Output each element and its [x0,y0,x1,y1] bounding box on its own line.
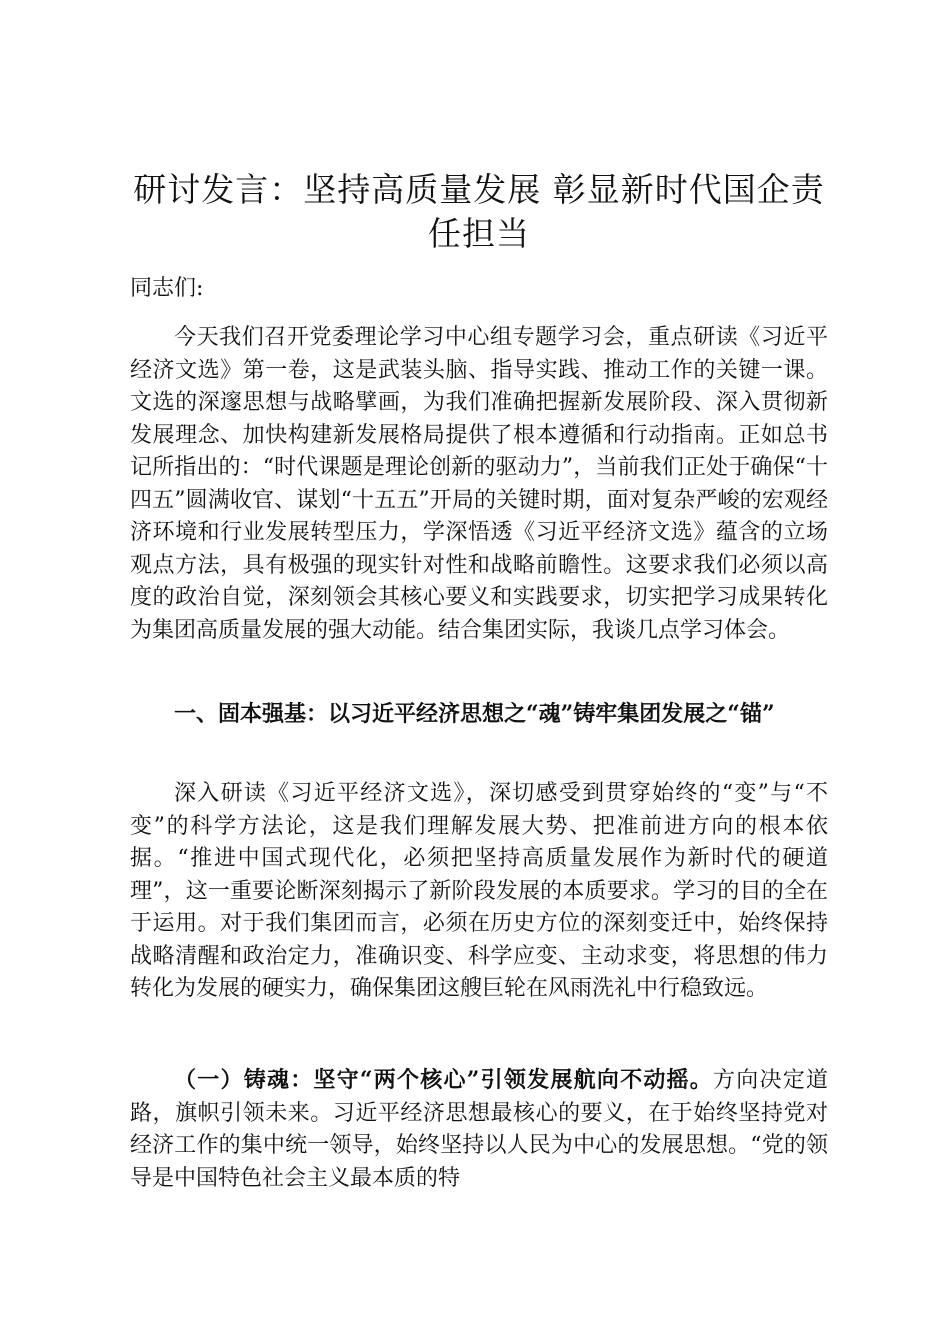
subsection-1-lead: （一）铸魂：坚守“两个核心”引领发展航向不动摇。 [174,1067,714,1093]
intro-paragraph: 今天我们召开党委理论学习中心组专题学习会，重点研读《习近平经济文选》第一卷，这是武装头脑、指导实践、推动工作的关键一课。文选的深邃思想与战略擘画，为我们准确把握新发展阶段、深入贯彻新发展理念、加快构建新发展格局提供了根本遵循和行动指南。正如总书记所指出的：“时代课题是理论创新的驱动力”，当前我们正处于确保“十四五”圆满收官、谋划“十五五”开局的关键时期，面对复杂严峻的宏观经济环境和行业发展转型压力，学深悟透《习近平经济文选》蕴含的立场观点方法，具有极强的现实针对性和战略前瞻性。这要求我们必须以高度的政治自觉，深刻领会其核心要义和实践要求，切实把学习成果转化为集团高质量发展的强大动能。结合集团实际，我谈几点学习体会。 [130,325,828,643]
subsection-1-paragraph [130,1064,828,1195]
section-heading-1: 一、固本强基：以习近平经济思想之“魂”铸牢集团发展之“锚” [174,701,775,727]
document-title: 研讨发言：坚持高质量发展 彰显新时代国企责任担当 [133,170,825,253]
greeting: 同志们: [130,276,204,301]
section-1-paragraph: 深入研读《习近平经济文选》，深切感受到贯穿始终的“变”与“不变”的科学方法论，这是我们理解发展大势、把准前进方向的根本依据。“推进中国式现代化，必须把坚持高质量发展作为新时代的硬道理”，这一重要论断深刻揭示了新阶段发展的本质要求。学习的目的全在于运用。对于我们集团而言，必须在历史方位的深刻变迁中，始终保持战略清醒和政治定力，准确识变、科学应变、主动求变，将思想的伟力转化为发展的硬实力，确保集团这艘巨轮在风雨洗礼中行稳致远。 [130,781,828,1001]
subsection-1-body: 方向决定道路，旗帜引领未来。习近平经济思想最核心的要义，在于始终坚持党对经济工作的集中统一领导，始终坚持以人民为中心的发展思想。“党的领导是中国特色社会主义最本质的特 [130,1068,828,1191]
